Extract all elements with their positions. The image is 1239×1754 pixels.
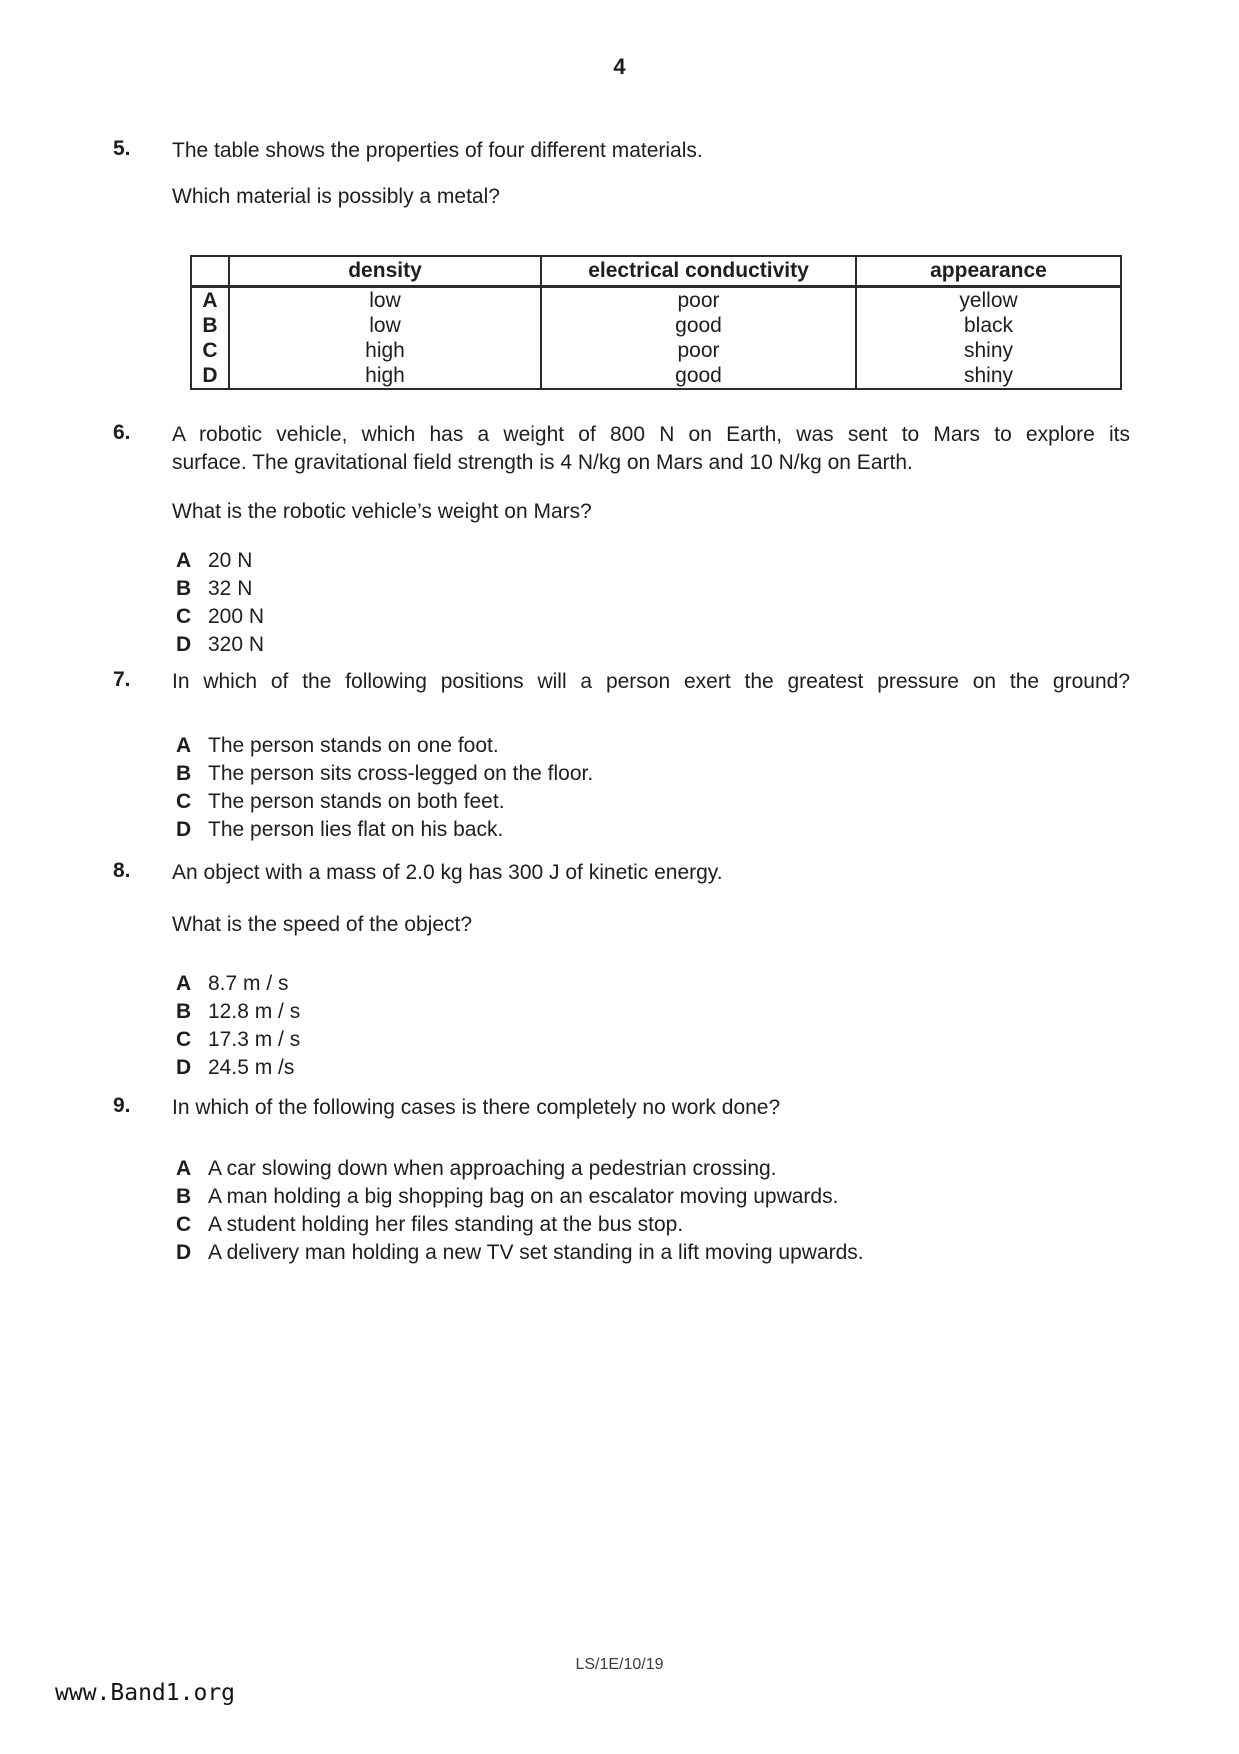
- option-text: The person sits cross-legged on the floor.: [208, 762, 594, 785]
- question-9-option-b: [176, 1183, 1159, 1211]
- table-row: [191, 313, 1121, 338]
- table-cell-letter: B: [191, 313, 229, 338]
- question-9-prompt: In which of the following cases is there completely no work done?: [172, 1096, 781, 1119]
- page-number: 4: [613, 54, 626, 79]
- question-9-option-d: [176, 1239, 1159, 1267]
- question-5-table: [190, 255, 1122, 390]
- watermark-url: www.Band1.org: [55, 1680, 236, 1706]
- question-5-number: 5.: [113, 137, 131, 160]
- question-5-row: [113, 137, 1130, 165]
- option-letter: A: [176, 549, 192, 572]
- question-6-row: [113, 421, 1130, 477]
- table-header-conductivity: electrical conductivity: [541, 256, 856, 286]
- table-cell-appearance: yellow: [856, 286, 1121, 313]
- table-cell-appearance: shiny: [856, 338, 1121, 363]
- question-9-options: [176, 1155, 1159, 1267]
- option-text: 200 N: [208, 605, 265, 628]
- table-cell-density: low: [229, 313, 541, 338]
- option-letter: A: [176, 1157, 192, 1180]
- table-cell-appearance: black: [856, 313, 1121, 338]
- table-row: [191, 338, 1121, 363]
- question-7-options: [176, 732, 1159, 844]
- question-8-option-b: [176, 998, 1159, 1026]
- table-corner-cell: [191, 256, 229, 286]
- table-row: [191, 286, 1121, 313]
- table-cell-letter: A: [191, 286, 229, 313]
- table-cell-conductivity: poor: [541, 286, 856, 313]
- question-8-prompt: What is the speed of the object?: [172, 913, 473, 936]
- option-letter: C: [176, 790, 192, 813]
- option-letter: C: [176, 1028, 192, 1051]
- question-6-option-a: [176, 547, 1159, 575]
- question-8-option-d: [176, 1054, 1159, 1082]
- option-letter: B: [176, 577, 192, 600]
- option-text: The person stands on one foot.: [208, 734, 499, 757]
- question-6-option-d: [176, 631, 1159, 659]
- option-letter: C: [176, 1213, 192, 1236]
- question-7-option-d: [176, 816, 1159, 844]
- option-text: 8.7 m / s: [208, 972, 289, 995]
- question-8-option-a: [176, 970, 1159, 998]
- option-text: 24.5 m /s: [208, 1056, 295, 1079]
- table-header-appearance: appearance: [856, 256, 1121, 286]
- option-text: The person lies flat on his back.: [208, 818, 504, 841]
- footer-code: LS/1E/10/19: [575, 1656, 664, 1673]
- question-8-option-c: [176, 1026, 1159, 1054]
- option-text: A car slowing down when approaching a pedestrian crossing.: [208, 1157, 777, 1180]
- option-letter: D: [176, 1056, 192, 1079]
- question-9-option-a: [176, 1155, 1159, 1183]
- table-cell-conductivity: good: [541, 313, 856, 338]
- option-letter: B: [176, 1185, 192, 1208]
- question-9-row: [113, 1094, 1130, 1122]
- table-cell-appearance: shiny: [856, 363, 1121, 389]
- question-9-option-c: [176, 1211, 1159, 1239]
- question-7-option-c: [176, 788, 1159, 816]
- option-letter: D: [176, 1241, 192, 1264]
- table-row: [191, 363, 1121, 389]
- option-letter: A: [176, 972, 192, 995]
- question-8-intro: An object with a mass of 2.0 kg has 300 J of kinetic energy.: [172, 861, 723, 884]
- option-text: 320 N: [208, 633, 265, 656]
- question-7-row: [113, 668, 1130, 696]
- option-text: 12.8 m / s: [208, 1000, 301, 1023]
- question-7-prompt: In which of the following positions will a person exert the greatest pressure on the ground?: [172, 670, 1130, 693]
- option-text: A delivery man holding a new TV set standing in a lift moving upwards.: [208, 1241, 864, 1264]
- table-cell-density: low: [229, 286, 541, 313]
- option-letter: D: [176, 818, 192, 841]
- question-5-intro: The table shows the properties of four different materials.: [172, 139, 703, 162]
- table-cell-conductivity: good: [541, 363, 856, 389]
- question-8-row: [113, 859, 1130, 887]
- question-8-number: 8.: [113, 859, 131, 882]
- question-5-prompt: Which material is possibly a metal?: [172, 185, 500, 208]
- question-6-number: 6.: [113, 421, 131, 444]
- question-7-number: 7.: [113, 668, 131, 691]
- question-9-number: 9.: [113, 1094, 131, 1117]
- option-letter: C: [176, 605, 192, 628]
- option-letter: B: [176, 762, 192, 785]
- option-text: A student holding her files standing at the bus stop.: [208, 1213, 684, 1236]
- option-text: 32 N: [208, 577, 253, 600]
- question-6-option-b: [176, 575, 1159, 603]
- table-cell-density: high: [229, 338, 541, 363]
- option-text: 17.3 m / s: [208, 1028, 301, 1051]
- question-6-intro-line2: surface. The gravitational field strength is 4 N/kg on Mars and 10 N/kg on Earth.: [172, 451, 913, 474]
- option-letter: A: [176, 734, 192, 757]
- table-cell-density: high: [229, 363, 541, 389]
- table-cell-conductivity: poor: [541, 338, 856, 363]
- question-7-option-b: [176, 760, 1159, 788]
- question-8-options: [176, 970, 1159, 1082]
- question-6-intro-line1: A robotic vehicle, which has a weight of 800 N on Earth, was sent to Mars to explore its: [172, 423, 1130, 446]
- table-cell-letter: D: [191, 363, 229, 389]
- question-6-options: [176, 547, 1159, 659]
- table-cell-letter: C: [191, 338, 229, 363]
- option-text: A man holding a big shopping bag on an escalator moving upwards.: [208, 1185, 839, 1208]
- option-text: 20 N: [208, 549, 253, 572]
- question-6-prompt: What is the robotic vehicle’s weight on Mars?: [172, 500, 592, 523]
- question-6-option-c: [176, 603, 1159, 631]
- question-7-option-a: [176, 732, 1159, 760]
- option-text: The person stands on both feet.: [208, 790, 505, 813]
- table-header-row: [191, 256, 1121, 286]
- table-header-density: density: [229, 256, 541, 286]
- option-letter: B: [176, 1000, 192, 1023]
- option-letter: D: [176, 633, 192, 656]
